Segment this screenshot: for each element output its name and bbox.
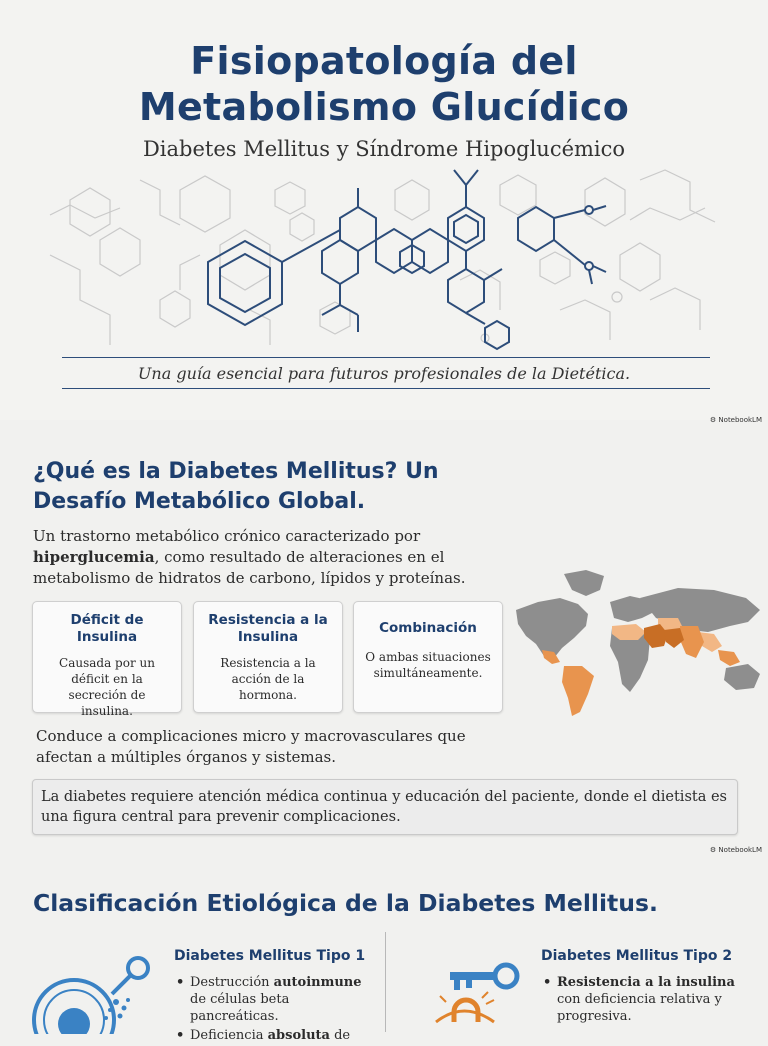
type1-title: Diabetes Mellitus Tipo 1 [174, 948, 366, 964]
bullet-text: Deficiencia [190, 1028, 268, 1043]
card-insulin-resistance [193, 601, 343, 713]
dietitian-note-box [32, 779, 738, 835]
intro-bold-term: hiperglucemia [33, 548, 155, 566]
world-map-prevalence [508, 566, 764, 726]
watermark-label: NotebookLM [718, 846, 762, 854]
main-title [0, 38, 768, 130]
bullet-text: con deficiencia relativa y progresiva. [557, 992, 722, 1024]
card-combination [353, 601, 503, 713]
card-title: Combinación [379, 620, 477, 636]
note-text: La diabetes requiere atención médica continua y educación del paciente, donde el dietista es una figura central para prevenir complicaciones. [41, 789, 727, 825]
title-line-2: Metabolismo Glucídico [138, 85, 630, 129]
definition-text [33, 526, 473, 589]
bullet-bold: Resistencia a la insulina [557, 975, 735, 990]
tagline: Una guía esencial para futuros profesionales de la Dietética. [137, 364, 631, 383]
type2-bullet-1 [543, 974, 758, 1025]
intro-text-end: , como resultado de alteraciones en el metabolismo de hidratos de carbono, lípidos y proteínas. [33, 548, 466, 587]
key-lock-icon [428, 960, 528, 1024]
notebooklm-watermark: ⚙ NotebookLM [709, 416, 762, 424]
card-title: Déficit de Insulina [70, 612, 144, 645]
subtitle: Diabetes Mellitus y Síndrome Hipoglucémico [142, 137, 626, 161]
title-line-1: Fisiopatología del [190, 39, 578, 83]
notebooklm-watermark: ⚙ NotebookLM [709, 846, 762, 854]
bullet-text: Destrucción [190, 975, 274, 990]
card-body: Causada por un déficit en la secreción de insulina. [59, 656, 155, 718]
bullet-text: de células beta pancreáticas. [190, 992, 290, 1024]
card-body: O ambas situaciones simultáneamente. [365, 650, 491, 680]
bullet-text: de [329, 1028, 351, 1043]
card-body: Resistencia a la acción de la hormona. [220, 656, 316, 702]
slide-heading: ¿Qué es la Diabetes Mellitus? Un Desafío Metabólico Global. [33, 459, 439, 514]
intro-text: Un trastorno metabólico crónico caracterizado por [33, 527, 421, 545]
title-slide [0, 0, 768, 424]
type2-bullets [543, 974, 758, 1027]
molecule-illustration [40, 160, 730, 355]
slide-heading: Clasificación Etiológica de la Diabetes Mellitus. [33, 889, 658, 917]
consequence-text: Conduce a complicaciones micro y macrovasculares que afectan a múltiples órganos y sistemas. [36, 727, 466, 766]
type1-bullet-1 [176, 974, 376, 1025]
type2-title: Diabetes Mellitus Tipo 2 [541, 948, 733, 964]
bullet-bold: absoluta [267, 1028, 330, 1043]
divider-bottom [62, 388, 710, 389]
bullet-bold: autoinmune [273, 975, 362, 990]
card-insulin-deficit [32, 601, 182, 718]
card-title: Resistencia a la Insulina [208, 612, 328, 645]
watermark-label: NotebookLM [718, 416, 762, 424]
etiological-classification-slide [0, 870, 768, 1043]
diabetes-definition-slide [0, 430, 768, 860]
cell-autoimmune-icon [30, 954, 160, 1034]
type1-bullets [176, 974, 376, 1046]
type1-bullet-2 [176, 1027, 376, 1044]
column-divider [385, 932, 386, 1032]
divider-top [62, 357, 710, 358]
